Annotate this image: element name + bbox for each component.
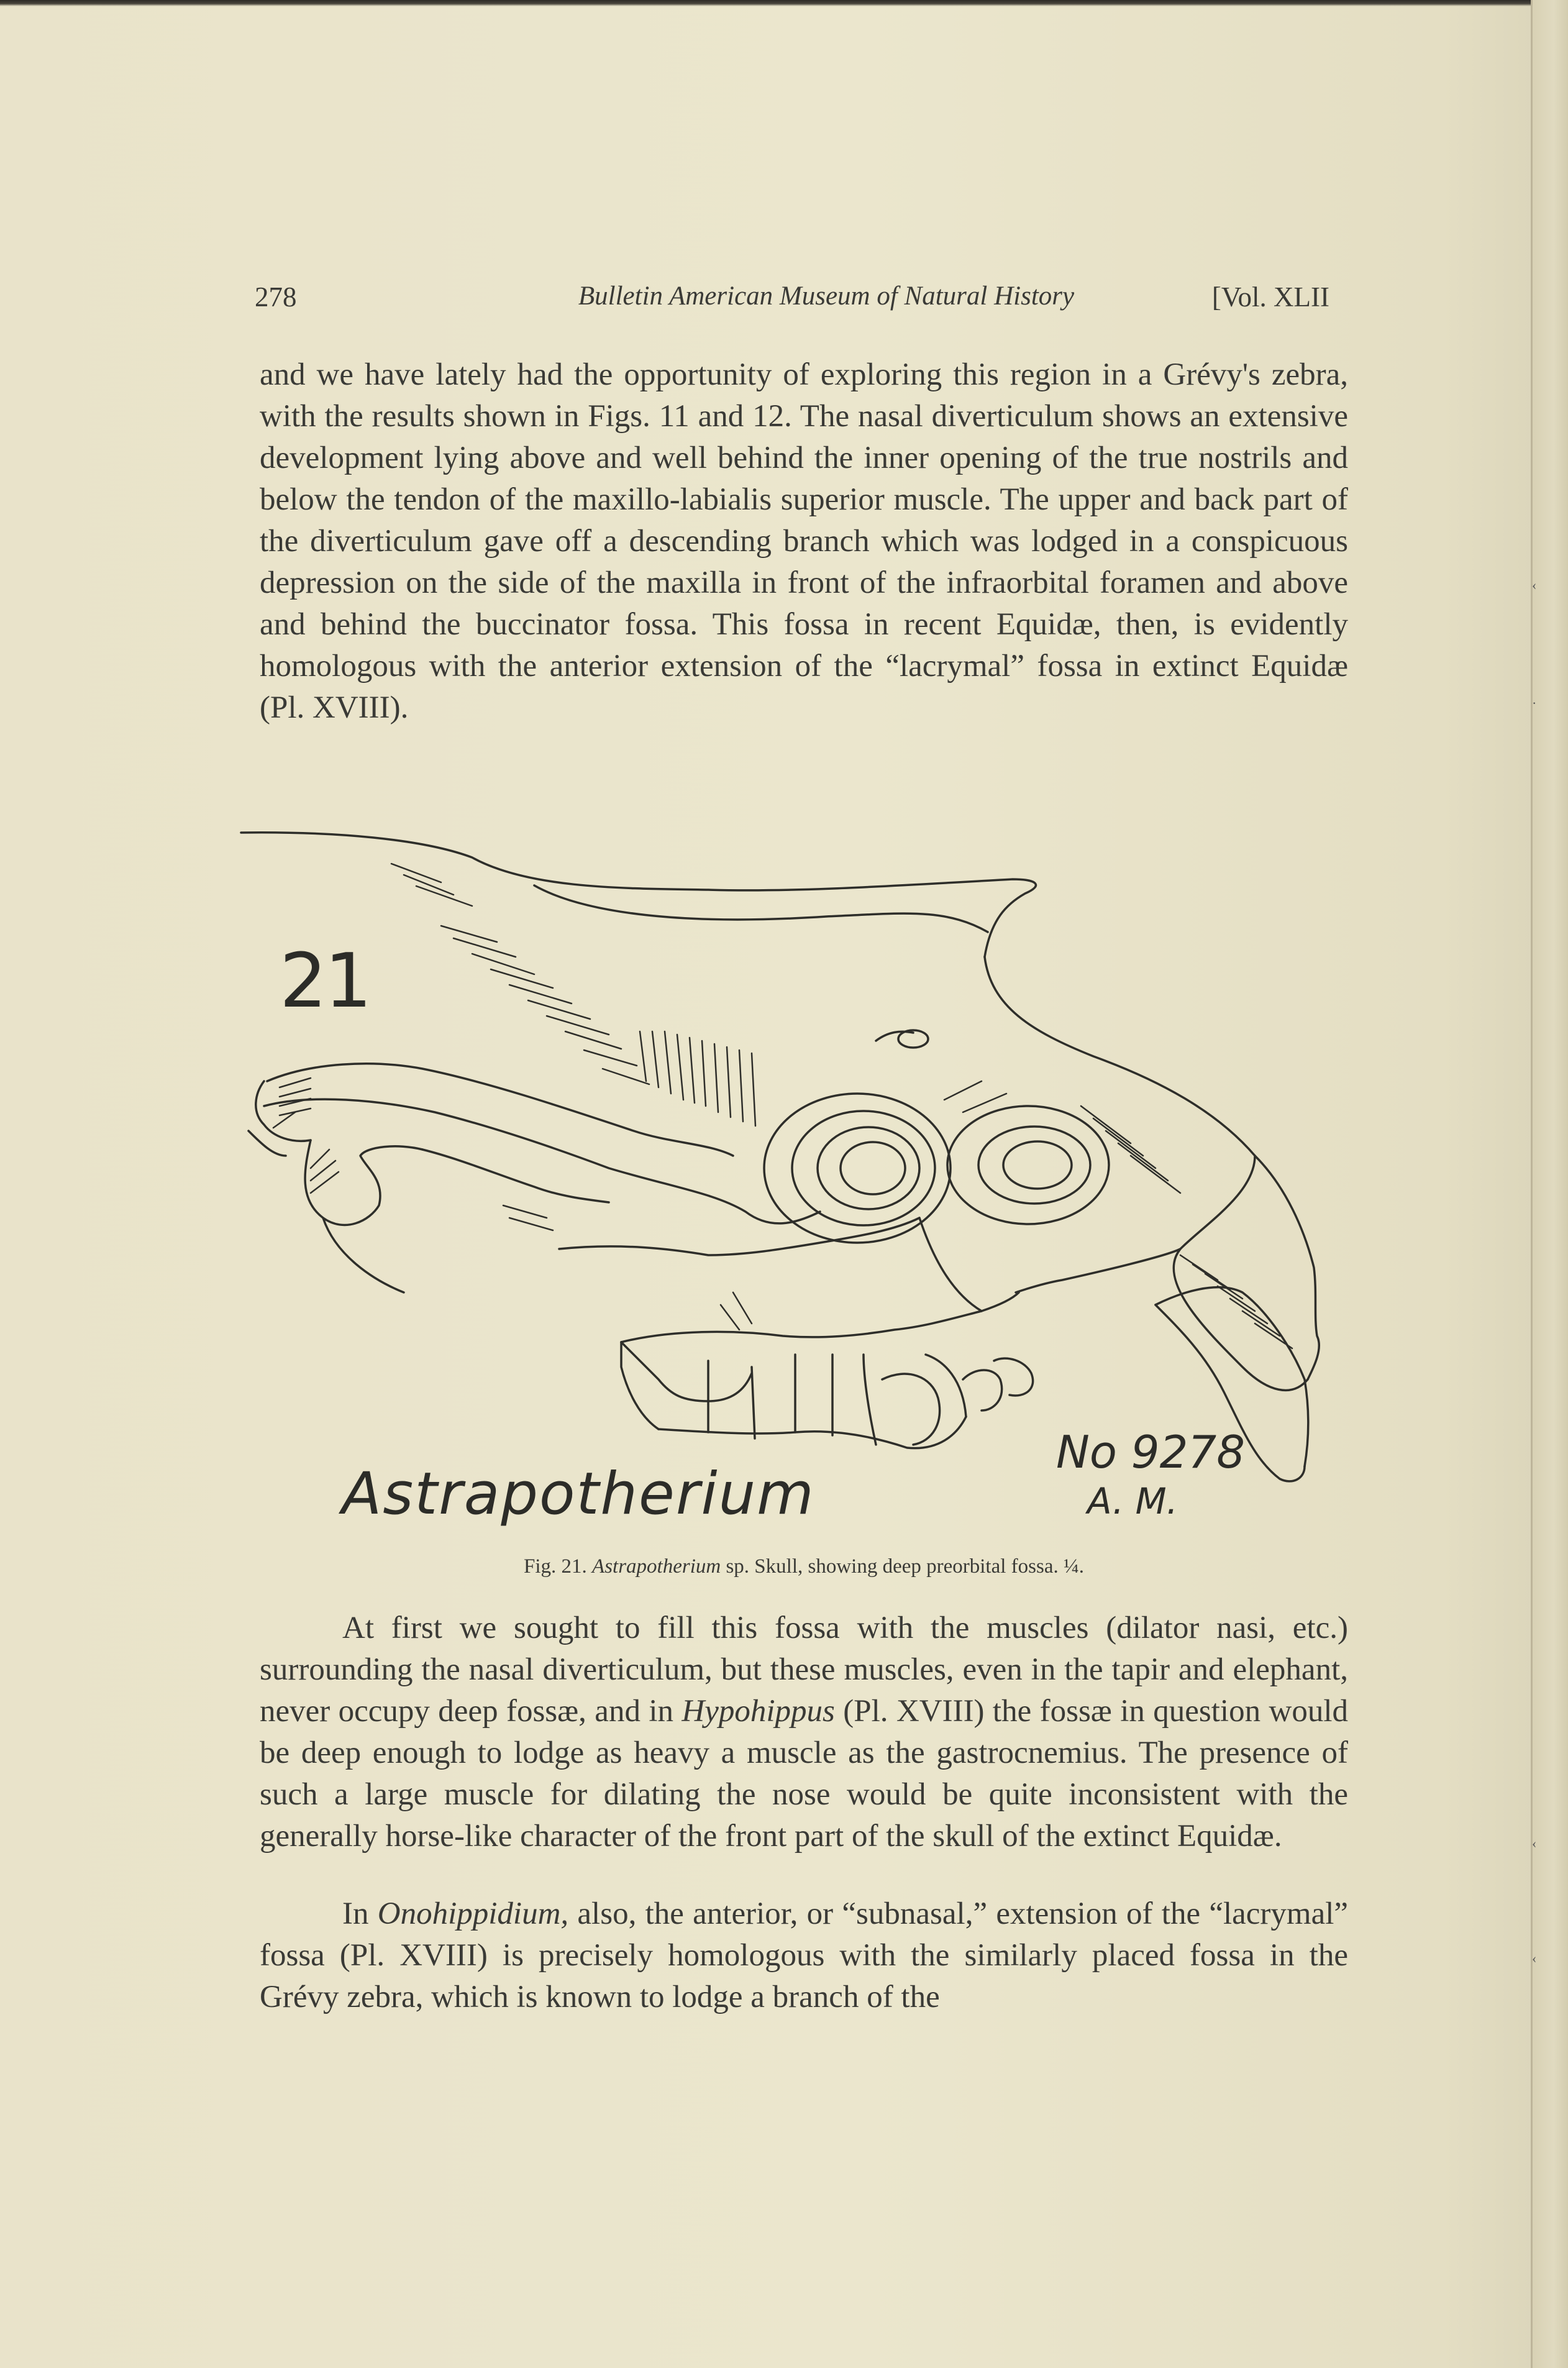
figure-number-label: 21 xyxy=(280,938,370,1025)
genus-handwritten-label: Astrapotherium xyxy=(342,1460,815,1528)
margin-mark: ‹ xyxy=(1532,1950,1537,1966)
margin-mark: · xyxy=(1532,695,1537,711)
caption-prefix: Fig. 21. xyxy=(524,1555,587,1578)
specimen-number-label: No 9278 xyxy=(1056,1426,1246,1478)
running-header xyxy=(255,281,1329,318)
paragraph-3 xyxy=(260,1893,1348,2018)
collection-label: A. M. xyxy=(1087,1480,1178,1522)
paragraph-2-text-a: At first we sought to fill this fossa with the muscles (dilator nasi, etc.) surrounding the nasal diverticulum, but these muscles, even in the tapir and elephant, never occupy deep fossæ, and in xyxy=(260,1611,1348,1729)
paragraph-2-genus: Hypohippus xyxy=(681,1694,835,1729)
paragraph-3-text-a: In xyxy=(342,1896,378,1931)
paragraph-3-text-b: also, the anterior, or “subnasal,” extension of the “lacrymal” fossa (Pl. XVIII) is precisely homologous with the similarly placed fossa in the Grévy zebra, which is known to lodge a branch of the xyxy=(260,1896,1349,2014)
volume-label: [Vol. XLII xyxy=(1211,281,1329,313)
journal-title: Bulletin American Museum of Natural History xyxy=(578,281,1075,311)
paragraph-2-text-b: (Pl. XVIII) the fossæ in question would be deep enough to lodge as heavy a muscle as the gastrocnemius. The presence of such a large muscle for dilating the nose would be quite inconsistent with the generally horse-like character of the front part of the skull of the extinct Equidæ. xyxy=(260,1694,1348,1854)
figure-caption xyxy=(260,1555,1348,1578)
page-number: 278 xyxy=(255,281,297,313)
figure-21 xyxy=(236,820,1379,1529)
paragraph-3-genus: Onohippidium, xyxy=(377,1896,569,1931)
margin-mark: ‹ xyxy=(1532,577,1537,593)
skull-illustration xyxy=(236,820,1379,1529)
caption-genus: Astrapotherium xyxy=(592,1555,721,1578)
paragraph-1: and we have lately had the opportunity of exploring this region in a Grévy's zebra, with the results shown in Figs. 11 and 12. The nasal diverticulum shows an extensive development lying above and well behind the inner opening of the true nostrils and below the tendon of the maxillo-labialis superior muscle. The upper and back part of the diverticulum gave off a descending branch which was lodged in a conspicuous depression on the side of the maxilla in front of the infraorbital foramen and above and behind the buccinator fossa. This fossa in recent Equidæ, then, is evidently homologous with the anterior extension of the “lacrymal” fossa in extinct Equidæ (Pl. XVIII). xyxy=(260,357,1348,725)
next-page-edge xyxy=(1533,0,1568,2368)
paragraph-2 xyxy=(260,1607,1348,1857)
margin-mark: ‹ xyxy=(1532,1835,1537,1851)
page-top-edge xyxy=(0,0,1568,6)
caption-text: sp. Skull, showing deep preorbital fossa. ¼. xyxy=(726,1555,1084,1578)
